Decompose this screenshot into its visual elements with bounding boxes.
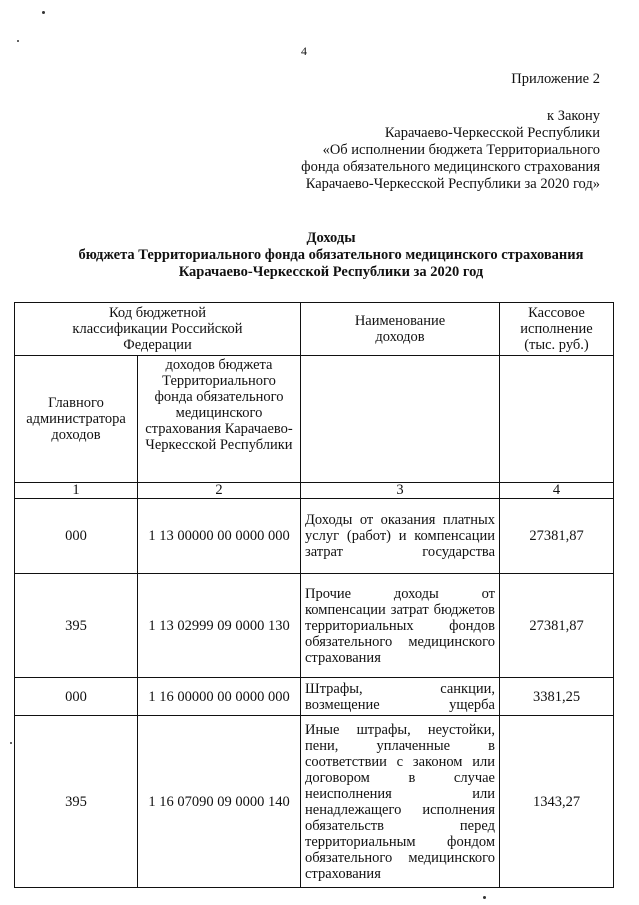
income-table xyxy=(14,302,614,888)
scan-speck xyxy=(10,742,12,744)
admin-code: 395 xyxy=(15,716,138,888)
header-name: Наименование доходов xyxy=(301,303,500,356)
header-empty xyxy=(500,356,614,483)
column-number: 1 xyxy=(15,483,138,499)
income-name: Иные штрафы, неустойки, пени, уплаченные в соответствии с законом или договором в случае неисполнения или ненадлежащего исполнения обязательств перед территориальным фондом обязательного медицинского страхования xyxy=(301,716,500,888)
table-subheader-row xyxy=(15,356,614,483)
header-amount: Кассовое исполнение (тыс. руб.) xyxy=(500,303,614,356)
income-amount: 1343,27 xyxy=(500,716,614,888)
table-row xyxy=(15,678,614,716)
title-line: Доходы xyxy=(306,230,356,246)
column-number: 3 xyxy=(301,483,500,499)
table-row xyxy=(15,499,614,574)
table-row xyxy=(15,574,614,678)
income-name: Доходы от оказания платных услуг (работ) и компенсации затрат государства xyxy=(301,499,500,574)
income-amount: 27381,87 xyxy=(500,499,614,574)
column-numbers-row xyxy=(15,483,614,499)
table-header-row xyxy=(15,303,614,356)
law-line: Карачаево-Черкесской Республики xyxy=(384,125,600,141)
scan-speck xyxy=(17,40,19,42)
income-name: Прочие доходы от компенсации затрат бюджетов территориальных фондов обязательного медицинского страхования xyxy=(301,574,500,678)
income-code: 1 13 02999 09 0000 130 xyxy=(138,574,301,678)
table-row xyxy=(15,716,614,888)
law-line: к Закону xyxy=(547,108,600,124)
law-line: фонда обязательного медицинского страхования xyxy=(301,159,600,175)
document-title xyxy=(40,230,622,281)
title-line: бюджета Территориального фонда обязательного медицинского страхования xyxy=(78,247,584,263)
admin-code: 000 xyxy=(15,678,138,716)
column-number: 2 xyxy=(138,483,301,499)
header-admin: Главного администратора доходов xyxy=(15,356,138,483)
header-empty xyxy=(301,356,500,483)
law-reference xyxy=(301,108,600,193)
scan-speck xyxy=(483,896,486,899)
income-code: 1 13 00000 00 0000 000 xyxy=(138,499,301,574)
income-name: Штрафы, санкции, возмещение ущерба xyxy=(301,678,500,716)
admin-code: 395 xyxy=(15,574,138,678)
header-code-group: Код бюджетной классификации Российской Федерации xyxy=(15,303,301,356)
scan-speck xyxy=(42,11,45,14)
appendix-label: Приложение 2 xyxy=(511,71,600,87)
page-number: 4 xyxy=(301,44,307,58)
law-line: Карачаево-Черкесской Республики за 2020 год» xyxy=(305,176,600,192)
income-code: 1 16 00000 00 0000 000 xyxy=(138,678,301,716)
header-income-code: доходов бюджета Территориального фонда обязательного медицинского страхования Карачаево-Черкесской Республики xyxy=(138,356,301,483)
admin-code: 000 xyxy=(15,499,138,574)
income-amount: 27381,87 xyxy=(500,574,614,678)
income-amount: 3381,25 xyxy=(500,678,614,716)
income-code: 1 16 07090 09 0000 140 xyxy=(138,716,301,888)
law-line: «Об исполнении бюджета Территориального xyxy=(322,142,600,158)
title-line: Карачаево-Черкесской Республики за 2020 год xyxy=(178,264,484,280)
column-number: 4 xyxy=(500,483,614,499)
